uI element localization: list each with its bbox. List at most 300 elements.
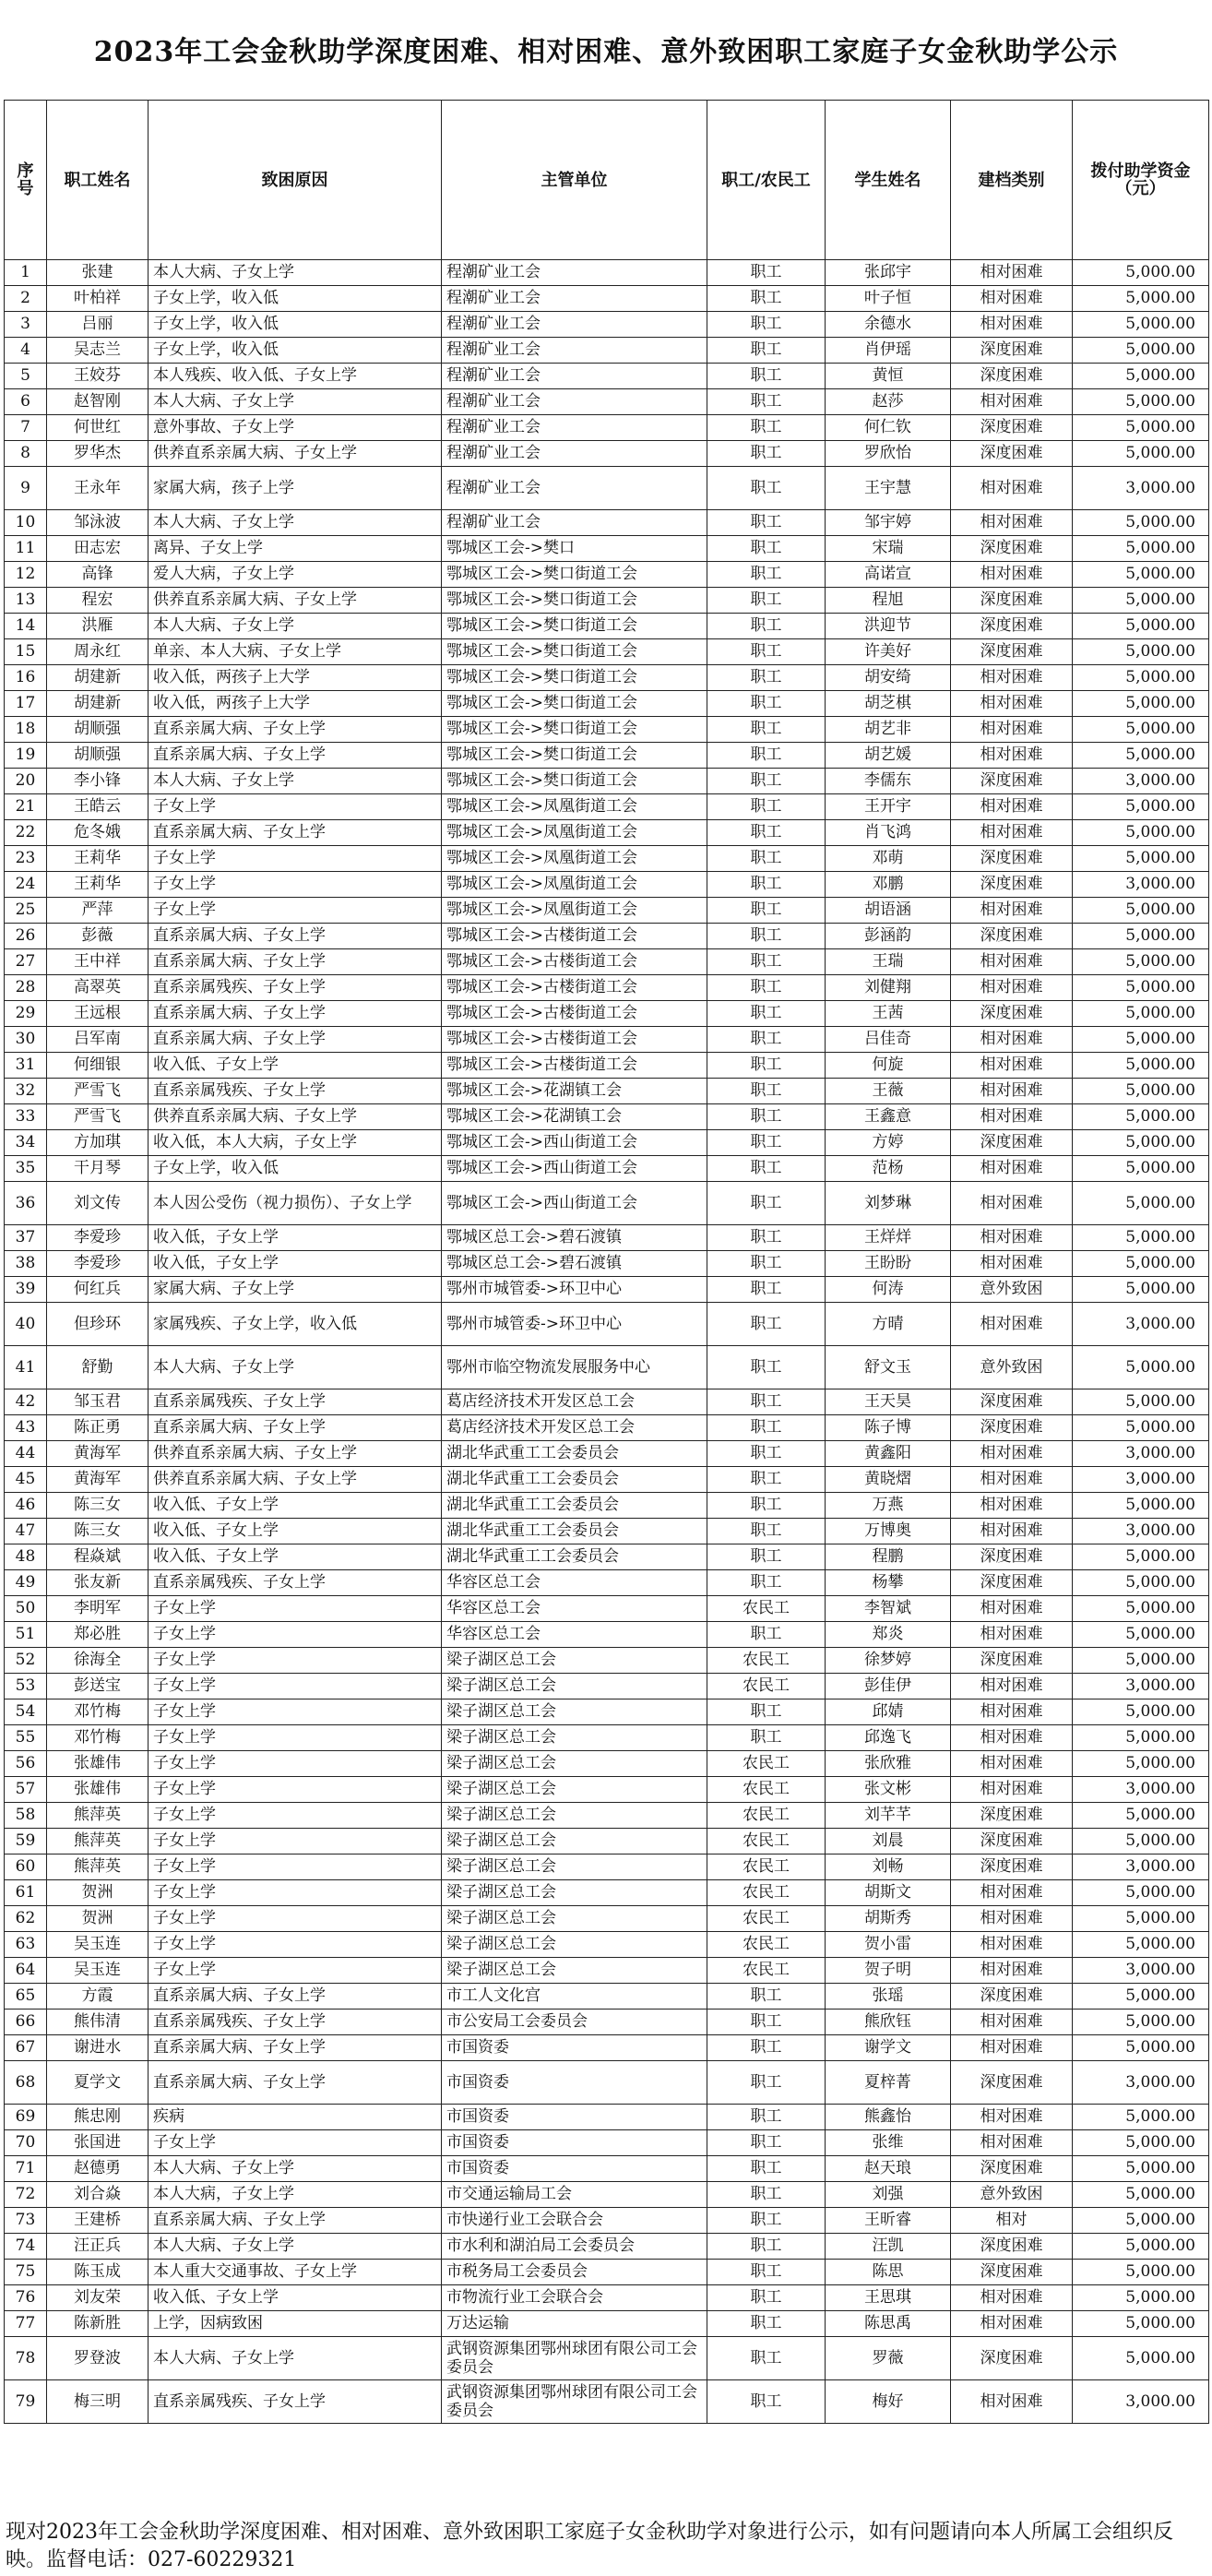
- cell-unit: 程潮矿业工会: [442, 441, 707, 467]
- cell-amount: 5,000.00: [1073, 1984, 1209, 2010]
- cell-worker-type: 职工: [707, 1467, 826, 1493]
- table-row: [5, 924, 1209, 949]
- cell-worker-name: 王永年: [47, 467, 149, 510]
- cell-row-index: 58: [5, 1803, 47, 1829]
- cell-amount: 5,000.00: [1073, 1932, 1209, 1958]
- cell-amount: 5,000.00: [1073, 1570, 1209, 1596]
- cell-worker-name: 程焱斌: [47, 1544, 149, 1570]
- cell-unit: 鄂城区工会->樊口街道工会: [442, 562, 707, 588]
- cell-unit: 鄂城区工会->古楼街道工会: [442, 1053, 707, 1079]
- cell-worker-type: 职工: [707, 1130, 826, 1156]
- cell-category: 相对困难: [951, 1777, 1073, 1803]
- cell-amount: 5,000.00: [1073, 1104, 1209, 1130]
- cell-amount: 3,000.00: [1073, 1958, 1209, 1984]
- cell-worker-name: 李爱珍: [47, 1251, 149, 1277]
- cell-worker-name: 张建: [47, 260, 149, 286]
- cell-unit: 梁子湖区总工会: [442, 1674, 707, 1699]
- cell-reason: 收入低、子女上学: [149, 2285, 442, 2311]
- cell-student-name: 胡斯文: [826, 1880, 951, 1906]
- cell-unit: 湖北华武重工工会委员会: [442, 1441, 707, 1467]
- cell-worker-type: 农民工: [707, 1751, 826, 1777]
- cell-reason: 本人大病、子女上学: [149, 769, 442, 794]
- cell-row-index: 37: [5, 1225, 47, 1251]
- cell-unit: 湖北华武重工工会委员会: [442, 1544, 707, 1570]
- cell-row-index: 22: [5, 820, 47, 846]
- table-row: [5, 1027, 1209, 1053]
- header-row: [5, 101, 1209, 260]
- cell-amount: 5,000.00: [1073, 286, 1209, 312]
- cell-category: 相对困难: [951, 1225, 1073, 1251]
- cell-category: 意外致困: [951, 1346, 1073, 1389]
- cell-worker-name: 严萍: [47, 898, 149, 924]
- cell-reason: 子女上学: [149, 1906, 442, 1932]
- cell-row-index: 76: [5, 2285, 47, 2311]
- cell-amount: 5,000.00: [1073, 510, 1209, 536]
- cell-worker-name: 吕丽: [47, 312, 149, 338]
- cell-worker-type: 农民工: [707, 1803, 826, 1829]
- table-row: [5, 1130, 1209, 1156]
- cell-worker-name: 夏学文: [47, 2061, 149, 2105]
- cell-reason: 直系亲属大病、子女上学: [149, 1001, 442, 1027]
- cell-amount: 5,000.00: [1073, 1906, 1209, 1932]
- cell-worker-name: 胡建新: [47, 691, 149, 717]
- header-reason: 致困原因: [149, 101, 442, 260]
- cell-unit: 程潮矿业工会: [442, 389, 707, 415]
- cell-reason: 直系亲属残疾、子女上学: [149, 2010, 442, 2035]
- cell-student-name: 王思琪: [826, 2285, 951, 2311]
- cell-row-index: 72: [5, 2182, 47, 2208]
- cell-reason: 直系亲属残疾、子女上学: [149, 1079, 442, 1104]
- table-row: [5, 975, 1209, 1001]
- cell-worker-type: 职工: [707, 1104, 826, 1130]
- cell-worker-type: 农民工: [707, 1596, 826, 1622]
- header-index: 序号: [5, 101, 47, 260]
- cell-row-index: 31: [5, 1053, 47, 1079]
- table-row: [5, 1596, 1209, 1622]
- cell-row-index: 17: [5, 691, 47, 717]
- table-row: [5, 364, 1209, 389]
- cell-category: 深度困难: [951, 846, 1073, 872]
- cell-category: 深度困难: [951, 1389, 1073, 1415]
- cell-amount: 5,000.00: [1073, 2234, 1209, 2260]
- cell-worker-type: 农民工: [707, 1648, 826, 1674]
- table-row: [5, 2380, 1209, 2424]
- cell-worker-type: 职工: [707, 769, 826, 794]
- table-row: [5, 1441, 1209, 1467]
- cell-amount: 5,000.00: [1073, 1001, 1209, 1027]
- cell-reason: 供养直系亲属大病、子女上学: [149, 1104, 442, 1130]
- table-row: [5, 1803, 1209, 1829]
- cell-worker-type: 职工: [707, 415, 826, 441]
- cell-category: 相对困难: [951, 1027, 1073, 1053]
- cell-worker-name: 程宏: [47, 588, 149, 614]
- cell-category: 深度困难: [951, 1570, 1073, 1596]
- cell-amount: 5,000.00: [1073, 2260, 1209, 2285]
- cell-reason: 子女上学: [149, 1648, 442, 1674]
- cell-reason: 本人大病、子女上学: [149, 614, 442, 639]
- cell-student-name: 高诺宣: [826, 562, 951, 588]
- cell-worker-type: 职工: [707, 2380, 826, 2424]
- cell-student-name: 张文彬: [826, 1777, 951, 1803]
- table-row: [5, 1958, 1209, 1984]
- cell-student-name: 邹宇婷: [826, 510, 951, 536]
- cell-reason: 本人大病、子女上学: [149, 389, 442, 415]
- cell-student-name: 王鑫意: [826, 1104, 951, 1130]
- cell-category: 相对困难: [951, 1596, 1073, 1622]
- cell-category: 深度困难: [951, 2156, 1073, 2182]
- cell-category: 相对困难: [951, 949, 1073, 975]
- cell-worker-type: 职工: [707, 510, 826, 536]
- cell-row-index: 57: [5, 1777, 47, 1803]
- cell-worker-name: 王皓云: [47, 794, 149, 820]
- cell-reason: 收入低、子女上学: [149, 1053, 442, 1079]
- cell-student-name: 王烊烊: [826, 1225, 951, 1251]
- cell-category: 相对困难: [951, 1751, 1073, 1777]
- cell-worker-name: 干月琴: [47, 1156, 149, 1182]
- cell-worker-name: 赵智刚: [47, 389, 149, 415]
- cell-amount: 5,000.00: [1073, 1182, 1209, 1225]
- cell-student-name: 方晴: [826, 1303, 951, 1346]
- cell-reason: 子女上学: [149, 1751, 442, 1777]
- cell-unit: 华容区总工会: [442, 1622, 707, 1648]
- cell-category: 深度困难: [951, 872, 1073, 898]
- cell-student-name: 刘芊芊: [826, 1803, 951, 1829]
- table-row: [5, 949, 1209, 975]
- cell-amount: 5,000.00: [1073, 846, 1209, 872]
- cell-student-name: 刘健翔: [826, 975, 951, 1001]
- cell-reason: 直系亲属大病、子女上学: [149, 2035, 442, 2061]
- cell-worker-type: 职工: [707, 639, 826, 665]
- cell-category: 相对困难: [951, 312, 1073, 338]
- table-row: [5, 1725, 1209, 1751]
- cell-student-name: 夏梓菁: [826, 2061, 951, 2105]
- cell-category: 意外致困: [951, 2182, 1073, 2208]
- table-row: [5, 2337, 1209, 2380]
- cell-row-index: 65: [5, 1984, 47, 2010]
- cell-reason: 子女上学: [149, 1880, 442, 1906]
- cell-row-index: 29: [5, 1001, 47, 1027]
- cell-worker-name: 胡建新: [47, 665, 149, 691]
- cell-unit: 鄂城区工会->凤凰街道工会: [442, 898, 707, 924]
- cell-worker-type: 职工: [707, 614, 826, 639]
- cell-amount: 5,000.00: [1073, 949, 1209, 975]
- cell-category: 相对困难: [951, 2010, 1073, 2035]
- cell-student-name: 刘强: [826, 2182, 951, 2208]
- cell-student-name: 何旋: [826, 1053, 951, 1079]
- cell-worker-type: 职工: [707, 1570, 826, 1596]
- cell-student-name: 何仁钦: [826, 415, 951, 441]
- cell-student-name: 万博奥: [826, 1519, 951, 1544]
- cell-category: 相对困难: [951, 467, 1073, 510]
- cell-reason: 直系亲属大病、子女上学: [149, 1984, 442, 2010]
- cell-student-name: 梅好: [826, 2380, 951, 2424]
- table-row: [5, 1880, 1209, 1906]
- table-row: [5, 1777, 1209, 1803]
- table-row: [5, 1415, 1209, 1441]
- cell-student-name: 王瑞: [826, 949, 951, 975]
- cell-reason: 子女上学: [149, 1958, 442, 1984]
- cell-worker-name: 王建桥: [47, 2208, 149, 2234]
- cell-reason: 子女上学: [149, 794, 442, 820]
- cell-unit: 鄂城区工会->凤凰街道工会: [442, 794, 707, 820]
- cell-unit: 鄂城区工会->古楼街道工会: [442, 949, 707, 975]
- cell-row-index: 14: [5, 614, 47, 639]
- table-row: [5, 1277, 1209, 1303]
- cell-category: 相对困难: [951, 1441, 1073, 1467]
- cell-worker-name: 何细银: [47, 1053, 149, 1079]
- cell-unit: 葛店经济技术开发区总工会: [442, 1415, 707, 1441]
- cell-row-index: 41: [5, 1346, 47, 1389]
- header-student-name: 学生姓名: [826, 101, 951, 260]
- cell-worker-type: 职工: [707, 1441, 826, 1467]
- cell-unit: 市税务局工会委员会: [442, 2260, 707, 2285]
- cell-amount: 5,000.00: [1073, 1130, 1209, 1156]
- cell-worker-type: 职工: [707, 1001, 826, 1027]
- cell-worker-name: 邓竹梅: [47, 1725, 149, 1751]
- table-row: [5, 1182, 1209, 1225]
- cell-student-name: 范杨: [826, 1156, 951, 1182]
- cell-worker-name: 彭送宝: [47, 1674, 149, 1699]
- cell-student-name: 肖飞鸿: [826, 820, 951, 846]
- cell-unit: 程潮矿业工会: [442, 286, 707, 312]
- table-row: [5, 1251, 1209, 1277]
- cell-unit: 鄂城区总工会->碧石渡镇: [442, 1251, 707, 1277]
- cell-amount: 3,000.00: [1073, 467, 1209, 510]
- cell-student-name: 王茜: [826, 1001, 951, 1027]
- cell-student-name: 胡芝棋: [826, 691, 951, 717]
- cell-category: 相对: [951, 2208, 1073, 2234]
- table-row: [5, 389, 1209, 415]
- cell-worker-name: 陈玉成: [47, 2260, 149, 2285]
- cell-reason: 直系亲属大病、子女上学: [149, 717, 442, 743]
- cell-reason: 本人大病、子女上学: [149, 2337, 442, 2380]
- cell-reason: 子女上学: [149, 1674, 442, 1699]
- table-row: [5, 872, 1209, 898]
- cell-reason: 直系亲属大病、子女上学: [149, 949, 442, 975]
- cell-amount: 5,000.00: [1073, 2156, 1209, 2182]
- cell-category: 深度困难: [951, 415, 1073, 441]
- table-row: [5, 1648, 1209, 1674]
- cell-worker-type: 职工: [707, 1699, 826, 1725]
- cell-student-name: 刘晨: [826, 1829, 951, 1854]
- cell-amount: 5,000.00: [1073, 1053, 1209, 1079]
- cell-unit: 梁子湖区总工会: [442, 1803, 707, 1829]
- cell-reason: 上学，因病致困: [149, 2311, 442, 2337]
- cell-row-index: 10: [5, 510, 47, 536]
- cell-student-name: 罗薇: [826, 2337, 951, 2380]
- cell-worker-type: 职工: [707, 846, 826, 872]
- cell-amount: 3,000.00: [1073, 1519, 1209, 1544]
- table-row: [5, 769, 1209, 794]
- cell-reason: 本人大病、子女上学: [149, 1346, 442, 1389]
- table-row: [5, 2105, 1209, 2130]
- cell-worker-name: 谢进水: [47, 2035, 149, 2061]
- cell-worker-type: 职工: [707, 924, 826, 949]
- cell-student-name: 王天昊: [826, 1389, 951, 1415]
- table-row: [5, 1104, 1209, 1130]
- cell-worker-type: 职工: [707, 1053, 826, 1079]
- cell-worker-type: 职工: [707, 1389, 826, 1415]
- cell-unit: 鄂州市城管委->环卫中心: [442, 1303, 707, 1346]
- cell-student-name: 张欣雅: [826, 1751, 951, 1777]
- cell-worker-name: 舒勤: [47, 1346, 149, 1389]
- cell-row-index: 28: [5, 975, 47, 1001]
- cell-amount: 3,000.00: [1073, 1777, 1209, 1803]
- cell-worker-type: 职工: [707, 1415, 826, 1441]
- cell-category: 相对困难: [951, 717, 1073, 743]
- cell-row-index: 77: [5, 2311, 47, 2337]
- cell-worker-name: 熊忠刚: [47, 2105, 149, 2130]
- cell-student-name: 贺子明: [826, 1958, 951, 1984]
- cell-row-index: 40: [5, 1303, 47, 1346]
- cell-worker-name: 熊萍英: [47, 1829, 149, 1854]
- cell-student-name: 贺小雷: [826, 1932, 951, 1958]
- cell-worker-name: 邓竹梅: [47, 1699, 149, 1725]
- cell-unit: 鄂城区工会->樊口街道工会: [442, 639, 707, 665]
- cell-student-name: 谢学文: [826, 2035, 951, 2061]
- cell-row-index: 20: [5, 769, 47, 794]
- cell-unit: 鄂城区工会->西山街道工会: [442, 1182, 707, 1225]
- cell-worker-name: 严雪飞: [47, 1079, 149, 1104]
- cell-worker-name: 吴玉连: [47, 1932, 149, 1958]
- cell-row-index: 49: [5, 1570, 47, 1596]
- cell-worker-name: 吕军南: [47, 1027, 149, 1053]
- cell-category: 深度困难: [951, 1648, 1073, 1674]
- cell-worker-name: 罗华杰: [47, 441, 149, 467]
- cell-reason: 子女上学: [149, 1777, 442, 1803]
- cell-worker-name: 方霞: [47, 1984, 149, 2010]
- cell-amount: 5,000.00: [1073, 415, 1209, 441]
- cell-unit: 市国资委: [442, 2061, 707, 2105]
- table-row: [5, 2130, 1209, 2156]
- cell-amount: 5,000.00: [1073, 1751, 1209, 1777]
- cell-worker-type: 职工: [707, 536, 826, 562]
- cell-amount: 5,000.00: [1073, 614, 1209, 639]
- cell-worker-name: 王姣芬: [47, 364, 149, 389]
- cell-row-index: 70: [5, 2130, 47, 2156]
- cell-row-index: 73: [5, 2208, 47, 2234]
- cell-amount: 5,000.00: [1073, 1880, 1209, 1906]
- cell-category: 相对困难: [951, 510, 1073, 536]
- cell-row-index: 50: [5, 1596, 47, 1622]
- cell-row-index: 33: [5, 1104, 47, 1130]
- cell-amount: 5,000.00: [1073, 2130, 1209, 2156]
- cell-student-name: 陈思: [826, 2260, 951, 2285]
- cell-category: 深度困难: [951, 2260, 1073, 2285]
- cell-student-name: 王盼盼: [826, 1251, 951, 1277]
- cell-worker-name: 李爱珍: [47, 1225, 149, 1251]
- cell-student-name: 洪迎节: [826, 614, 951, 639]
- cell-worker-type: 职工: [707, 2260, 826, 2285]
- cell-worker-type: 职工: [707, 2105, 826, 2130]
- cell-row-index: 26: [5, 924, 47, 949]
- cell-category: 相对困难: [951, 1182, 1073, 1225]
- cell-worker-name: 王中祥: [47, 949, 149, 975]
- cell-row-index: 24: [5, 872, 47, 898]
- table-row: [5, 614, 1209, 639]
- cell-worker-type: 职工: [707, 1493, 826, 1519]
- cell-amount: 5,000.00: [1073, 2182, 1209, 2208]
- cell-category: 相对困难: [951, 1519, 1073, 1544]
- cell-row-index: 16: [5, 665, 47, 691]
- table-row: [5, 1467, 1209, 1493]
- cell-row-index: 38: [5, 1251, 47, 1277]
- cell-worker-type: 职工: [707, 286, 826, 312]
- cell-category: 相对困难: [951, 1467, 1073, 1493]
- cell-category: 相对困难: [951, 1104, 1073, 1130]
- cell-worker-name: 汪正兵: [47, 2234, 149, 2260]
- header-worker-name: 职工姓名: [47, 101, 149, 260]
- cell-worker-name: 陈正勇: [47, 1415, 149, 1441]
- cell-student-name: 彭涵韵: [826, 924, 951, 949]
- cell-reason: 子女上学，收入低: [149, 286, 442, 312]
- cell-amount: 5,000.00: [1073, 1027, 1209, 1053]
- cell-worker-name: 田志宏: [47, 536, 149, 562]
- cell-amount: 3,000.00: [1073, 1674, 1209, 1699]
- cell-worker-type: 职工: [707, 1984, 826, 2010]
- cell-reason: 收入低，两孩子上大学: [149, 691, 442, 717]
- cell-category: 深度困难: [951, 441, 1073, 467]
- cell-worker-name: 但珍环: [47, 1303, 149, 1346]
- cell-unit: 鄂城区工会->古楼街道工会: [442, 1001, 707, 1027]
- cell-amount: 3,000.00: [1073, 2061, 1209, 2105]
- cell-category: 相对困难: [951, 794, 1073, 820]
- table-row: [5, 588, 1209, 614]
- cell-student-name: 张瑶: [826, 1984, 951, 2010]
- cell-unit: 程潮矿业工会: [442, 312, 707, 338]
- cell-unit: 华容区总工会: [442, 1596, 707, 1622]
- cell-worker-name: 罗登波: [47, 2337, 149, 2380]
- cell-unit: 市国资委: [442, 2156, 707, 2182]
- cell-student-name: 熊欣钰: [826, 2010, 951, 2035]
- cell-student-name: 彭佳伊: [826, 1674, 951, 1699]
- cell-reason: 子女上学: [149, 1932, 442, 1958]
- table-row: [5, 1001, 1209, 1027]
- cell-amount: 5,000.00: [1073, 665, 1209, 691]
- cell-category: 相对困难: [951, 2380, 1073, 2424]
- cell-unit: 市快递行业工会联合会: [442, 2208, 707, 2234]
- cell-row-index: 47: [5, 1519, 47, 1544]
- cell-amount: 5,000.00: [1073, 639, 1209, 665]
- cell-row-index: 32: [5, 1079, 47, 1104]
- cell-row-index: 30: [5, 1027, 47, 1053]
- cell-reason: 子女上学: [149, 1596, 442, 1622]
- cell-reason: 子女上学: [149, 1622, 442, 1648]
- cell-student-name: 邱婧: [826, 1699, 951, 1725]
- cell-row-index: 2: [5, 286, 47, 312]
- cell-worker-type: 职工: [707, 898, 826, 924]
- cell-unit: 湖北华武重工工会委员会: [442, 1519, 707, 1544]
- cell-student-name: 何涛: [826, 1277, 951, 1303]
- cell-category: 深度困难: [951, 769, 1073, 794]
- cell-worker-type: 职工: [707, 260, 826, 286]
- cell-category: 深度困难: [951, 338, 1073, 364]
- cell-row-index: 54: [5, 1699, 47, 1725]
- table-row: [5, 467, 1209, 510]
- cell-row-index: 66: [5, 2010, 47, 2035]
- cell-reason: 家属大病，孩子上学: [149, 467, 442, 510]
- cell-row-index: 25: [5, 898, 47, 924]
- cell-reason: 直系亲属残疾、子女上学: [149, 975, 442, 1001]
- cell-row-index: 56: [5, 1751, 47, 1777]
- cell-category: 深度困难: [951, 1544, 1073, 1570]
- cell-category: 相对困难: [951, 562, 1073, 588]
- cell-amount: 5,000.00: [1073, 717, 1209, 743]
- cell-unit: 鄂城区总工会->碧石渡镇: [442, 1225, 707, 1251]
- cell-worker-name: 李小锋: [47, 769, 149, 794]
- cell-amount: 5,000.00: [1073, 1277, 1209, 1303]
- cell-amount: 3,000.00: [1073, 872, 1209, 898]
